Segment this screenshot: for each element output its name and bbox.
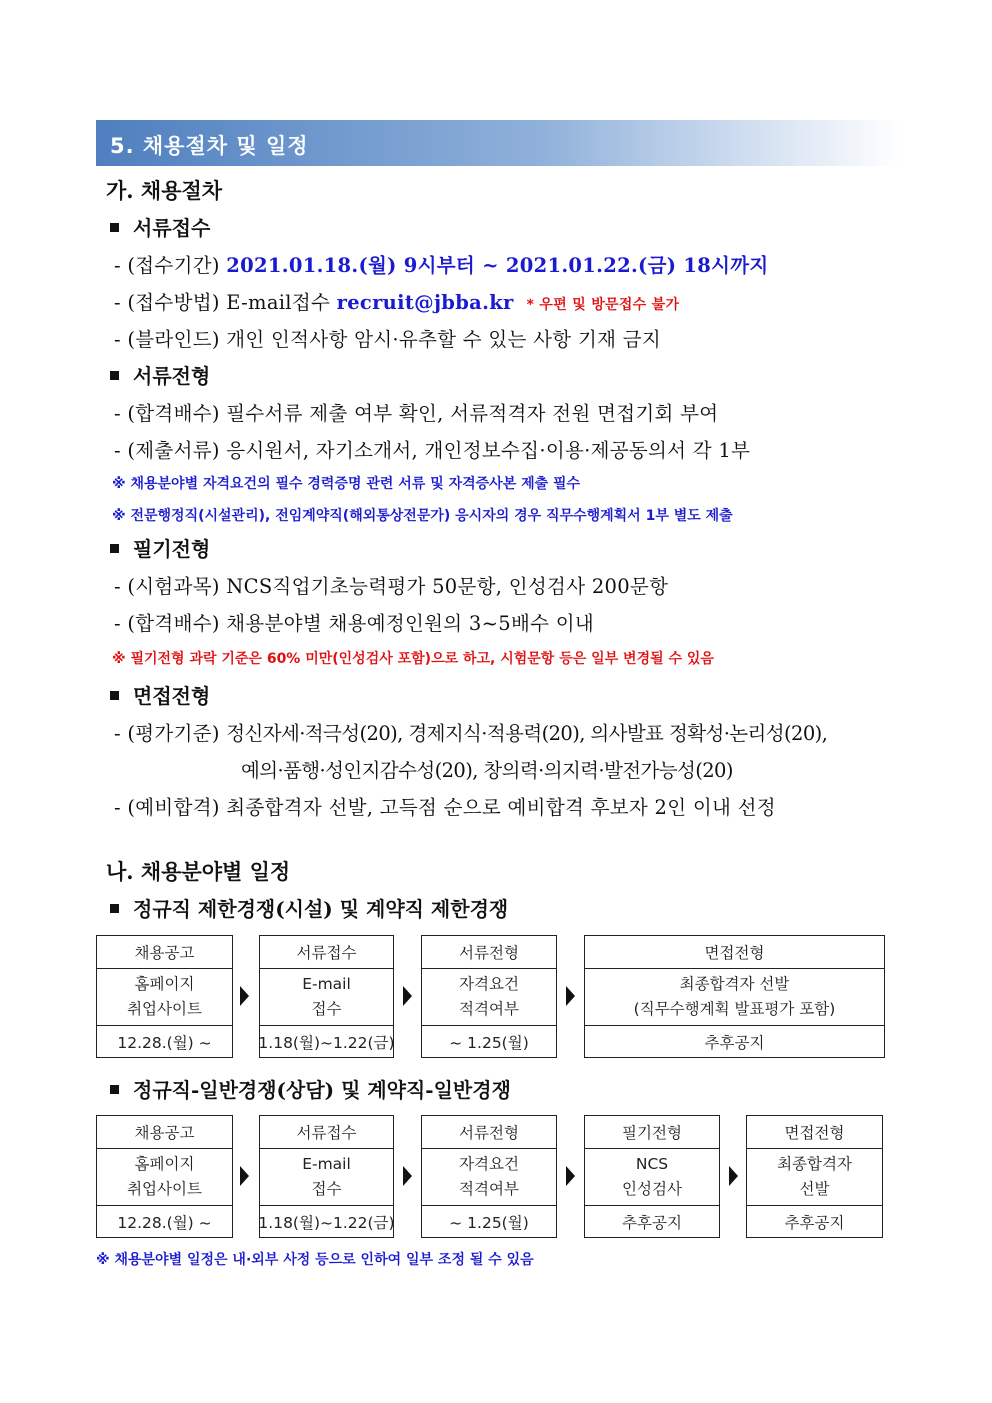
written-subject-line: - (시험과목) NCS직업기초능력평가 50문항, 인성검사 200문항 xyxy=(114,575,669,598)
flow1-step-announce: 채용공고 홈페이지 취업사이트 12.28.(월) ~ xyxy=(96,935,233,1058)
flow2-step-interview: 면접전형 최종합격자 선발 추후공지 xyxy=(746,1115,883,1238)
interview-title: 면접전형 xyxy=(110,680,210,709)
flow2-step-screening: 서류전형 자격요건 적격여부 ~ 1.25(월) xyxy=(421,1115,557,1238)
method-note: * 우편 및 방문접수 불가 xyxy=(526,297,680,313)
doc-screening-title: 서류전형 xyxy=(110,360,210,389)
procedure-heading: 가. 채용절차 xyxy=(106,178,223,203)
screening-pass-line: - (합격배수) 필수서류 제출 여부 확인, 서류적격자 전원 면접기회 부여 xyxy=(114,402,719,425)
flow2-step-receipt: 서류접수 E-mail 접수 1.18(월)~1.22(금) xyxy=(259,1115,394,1238)
flow1-step-interview: 면접전형 최종합격자 선발 (직무수행계획 발표평가 포함) 추후공지 xyxy=(584,935,885,1058)
schedule-footer-note: ※ 채용분야별 일정은 내·외부 사정 등으로 인하여 일부 조정 될 수 있음 xyxy=(96,1252,534,1268)
reserve-line: - (예비합격) 최종합격자 선발, 고득점 순으로 예비합격 후보자 2인 이내 선정 xyxy=(114,796,776,819)
period-line: - (접수기간) 2021.01.18.(월) 9시부터 ~ 2021.01.22.(금) 18시까지 xyxy=(114,254,769,277)
flow1-step-screening: 서류전형 자격요건 적격여부 ~ 1.25(월) xyxy=(421,935,557,1058)
flow1-title: 정규직 제한경쟁(시설) 및 계약직 제한경쟁 xyxy=(110,893,508,922)
arrow-right-icon xyxy=(403,1166,412,1186)
screening-note-2: ※ 전문행정직(시설관리), 전임계약직(해외통상전문가) 응시자의 경우 직무수행계획서 1부 별도 제출 xyxy=(112,508,733,524)
interview-criteria-line-2: 예의·품행·성인지감수성(20), 창의력·의지력·발전가능성(20) xyxy=(241,759,733,782)
square-bullet-icon xyxy=(110,223,119,232)
flow2-step-announce: 채용공고 홈페이지 취업사이트 12.28.(월) ~ xyxy=(96,1115,233,1238)
recruit-email[interactable]: recruit@jbba.kr xyxy=(336,291,514,314)
period-value: 2021.01.18.(월) 9시부터 ~ 2021.01.22.(금) 18시까지 xyxy=(226,254,769,277)
square-bullet-icon xyxy=(110,371,119,380)
arrow-right-icon xyxy=(240,986,249,1006)
arrow-right-icon xyxy=(566,986,575,1006)
submit-docs-line: - (제출서류) 응시원서, 자기소개서, 개인정보수집·이용·제공동의서 각 1부 xyxy=(114,439,751,462)
square-bullet-icon xyxy=(110,1085,119,1094)
flow1-step-receipt: 서류접수 E-mail 접수 1.18(월)~1.22(금) xyxy=(259,935,394,1058)
doc-receipt-title: 서류접수 xyxy=(110,212,210,241)
arrow-right-icon xyxy=(729,1166,738,1186)
written-title: 필기전형 xyxy=(110,533,210,562)
written-note: ※ 필기전형 과락 기준은 60% 미만(인성검사 포함)으로 하고, 시험문항 등은 일부 변경될 수 있음 xyxy=(112,651,714,667)
method-line: - (접수방법) E-mail접수 recruit@jbba.kr * 우편 및 방문접수 불가 xyxy=(114,291,680,314)
square-bullet-icon xyxy=(110,544,119,553)
section-title: 5. 채용절차 및 일정 xyxy=(110,134,309,158)
flow2-title: 정규직-일반경쟁(상담) 및 계약직-일반경쟁 xyxy=(110,1074,511,1103)
written-pass-line: - (합격배수) 채용분야별 채용예정인원의 3~5배수 이내 xyxy=(114,612,595,635)
flow2-step-written: 필기전형 NCS 인성검사 추후공지 xyxy=(584,1115,720,1238)
arrow-right-icon xyxy=(566,1166,575,1186)
arrow-right-icon xyxy=(403,986,412,1006)
screening-note-1: ※ 채용분야별 자격요건의 필수 경력증명 관련 서류 및 자격증사본 제출 필수 xyxy=(112,476,581,492)
arrow-right-icon xyxy=(240,1166,249,1186)
blind-line: - (블라인드) 개인 인적사항 암시·유추할 수 있는 사항 기재 금지 xyxy=(114,328,661,351)
square-bullet-icon xyxy=(110,904,119,913)
interview-criteria-line: - (평가기준) 정신자세·적극성(20), 경제지식·적용력(20), 의사발표 정확성·논리성(20), xyxy=(114,722,828,745)
schedule-heading: 나. 채용분야별 일정 xyxy=(106,859,291,884)
square-bullet-icon xyxy=(110,691,119,700)
